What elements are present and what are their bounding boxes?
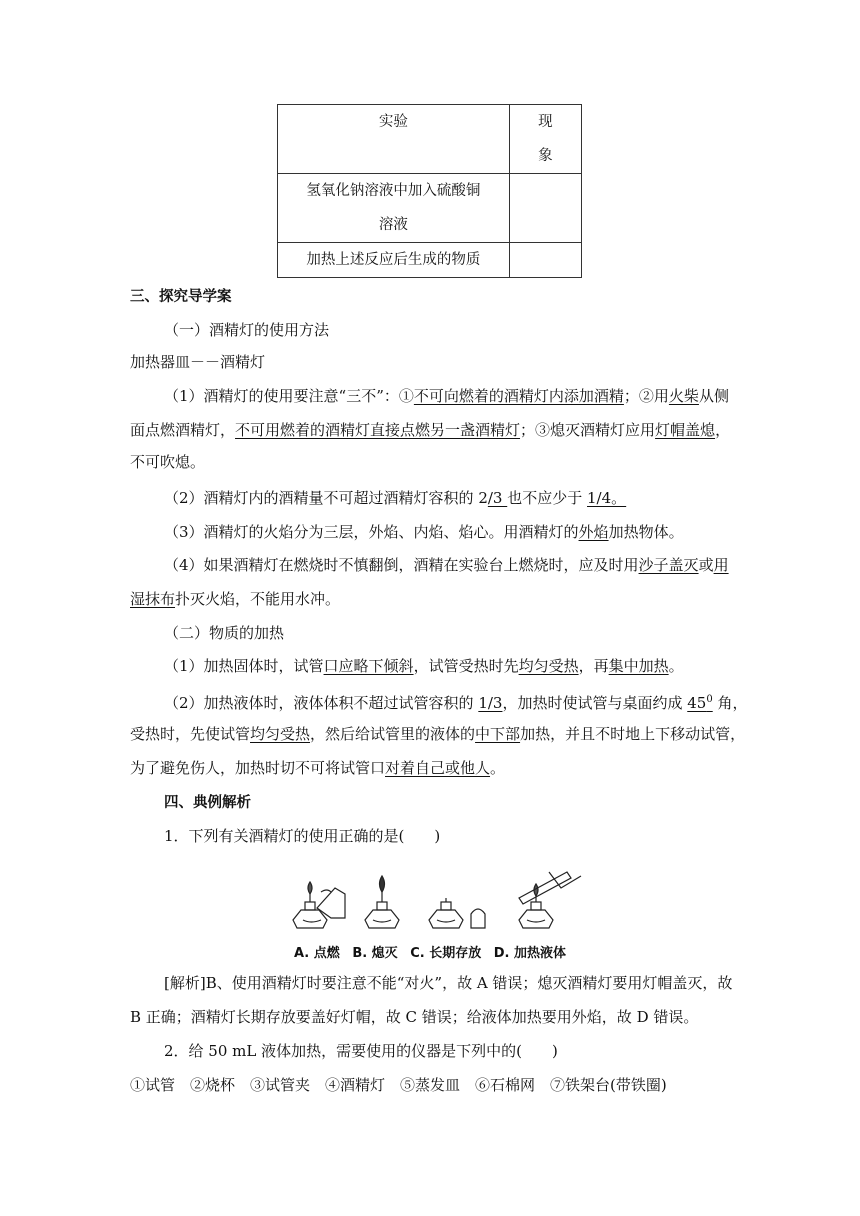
- para1-line3: 不可吹熄。: [130, 453, 206, 471]
- text: ，加热时使试管与桌面约成: [502, 694, 688, 712]
- table-header-row: [278, 105, 582, 174]
- caption-c: C. 长期存放: [410, 946, 482, 961]
- text: ，试管受热时先: [413, 657, 519, 675]
- heating-para2-line3: [130, 756, 730, 780]
- text: （4）如果酒精灯在燃烧时不慎翻倒，酒精在实验台上燃烧时，应及时用: [164, 556, 639, 574]
- lamp-b-icon: [365, 876, 399, 928]
- underlined-answer: /3: [487, 489, 508, 507]
- row2-experiment: 加热上述反应后生成的物质: [278, 243, 510, 278]
- example2-options: ①试管 ②烧杯 ③试管夹 ④酒精灯 ⑤蒸发皿 ⑥石棉网 ⑦铁架台(带铁圈): [130, 1076, 667, 1094]
- row2-phenomenon-cell: [509, 243, 581, 278]
- text: 受热时，先使试管: [130, 725, 251, 743]
- superscript: 0: [706, 694, 713, 705]
- section4-title: 四、典例解析: [164, 795, 251, 811]
- underlined-answer: 湿抹布: [130, 590, 176, 608]
- heating-para1: [164, 654, 764, 678]
- example2-question: 2．给 50 mL 液体加热，需要使用的仪器是下列中的( ): [164, 1042, 558, 1060]
- text: ，再: [578, 657, 609, 675]
- underlined-answer: 沙子盖灭: [638, 556, 699, 574]
- caption-b: B. 熄灭: [352, 946, 398, 961]
- row1-phenomenon-cell: [509, 174, 581, 243]
- caption-a: A. 点燃: [294, 946, 340, 961]
- header-phenomenon-line2: 象: [538, 148, 553, 164]
- text: ，: [715, 421, 731, 439]
- figure-caption: [294, 942, 574, 961]
- example1-answer-line1: [解析]B、使用酒精灯时要注意不能“对火”，故 A 错误；熄灭酒精灯要用灯帽盖灭，故: [164, 974, 733, 992]
- text: （2）加热液体时，液体体积不超过试管容积的: [164, 694, 479, 712]
- underlined-answer: 用: [713, 556, 729, 574]
- text: 为了避免伤人，加热时切不可将试管口: [130, 759, 386, 777]
- example1-question: 1．下列有关酒精灯的使用正确的是( ): [164, 827, 441, 845]
- text: 扑灭火焰，不能用水冲。: [175, 590, 341, 608]
- section3-title: 三、探究导学案: [130, 289, 232, 305]
- underlined-answer: 火柴: [668, 387, 699, 405]
- text: 角，: [712, 694, 748, 712]
- underlined-answer: 不可向燃着的酒精灯内添加酒精: [413, 387, 624, 405]
- row1-experiment: [278, 174, 510, 243]
- underlined-answer: 1/4。: [587, 489, 627, 507]
- underlined-answer: [687, 694, 712, 712]
- text: 从侧: [698, 387, 729, 405]
- underlined-answer: 口应略下倾斜: [323, 657, 414, 675]
- text: 加热物体。: [608, 523, 684, 541]
- para3: [164, 520, 764, 544]
- experiment-table: [277, 104, 582, 278]
- header-experiment: 实验: [278, 105, 510, 174]
- lamp-d-icon: [519, 872, 581, 928]
- text: （2）酒精灯内的酒精量不可超过酒精灯容积的 2: [164, 489, 488, 507]
- para1-line1: [164, 384, 764, 408]
- section3-device: 加热器皿－－酒精灯: [130, 353, 266, 371]
- text: 面点燃酒精灯，: [130, 421, 236, 439]
- underlined-answer: 1/3: [478, 694, 503, 712]
- heating-para2-line2: [130, 722, 746, 746]
- header-phenomenon-line1: 现: [538, 114, 553, 130]
- para1-line2: [130, 418, 730, 442]
- para2: [164, 486, 764, 510]
- text: ；②用: [623, 387, 669, 405]
- text: （3）酒精灯的火焰分为三层，外焰、内焰、焰心。用酒精灯的: [164, 523, 579, 541]
- lamp-c-icon: [429, 898, 485, 928]
- text: 或: [698, 556, 714, 574]
- table-row: [278, 174, 582, 243]
- table-row: [278, 243, 582, 278]
- header-phenomenon: [509, 105, 581, 174]
- underlined-answer: 均匀受热: [518, 657, 579, 675]
- underlined-answer: 灯帽盖熄: [655, 421, 716, 439]
- section3-sub1: （一）酒精灯的使用方法: [164, 321, 330, 339]
- text: 。: [668, 657, 684, 675]
- text: （1）加热固体时，试管: [164, 657, 324, 675]
- section3-sub2: （二）物质的加热: [164, 624, 285, 642]
- text: 。: [490, 759, 506, 777]
- underlined-answer: 集中加热: [608, 657, 669, 675]
- underlined-answer: 中下部: [475, 725, 521, 743]
- underlined-answer: 外焰: [578, 523, 609, 541]
- text: 也不应少于: [507, 489, 588, 507]
- text: ；③熄灭酒精灯应用: [520, 421, 656, 439]
- underlined-answer: 对着自己或他人: [385, 759, 491, 777]
- row1-line1: 氢氧化钠溶液中加入硫酸铜: [306, 183, 481, 199]
- caption-d: D. 加热液体: [493, 946, 567, 961]
- heating-para2-line1: [164, 688, 764, 715]
- para4-line2: [130, 587, 730, 611]
- example1-answer-line2: B 正确；酒精灯长期存放要盖好灯帽，故 C 错误；给液体加热要用外焰，故 D 错误。: [130, 1008, 699, 1026]
- underlined-answer: 均匀受热: [250, 725, 311, 743]
- text: 45: [687, 694, 707, 712]
- text: （1）酒精灯的使用要注意“三不”：①: [164, 387, 414, 405]
- lamp-a-icon: [293, 882, 345, 928]
- text: ，然后给试管里的液体的: [310, 725, 476, 743]
- row1-line2: 溶液: [378, 217, 408, 233]
- para4-line1: [164, 553, 764, 577]
- text: 加热，并且不时地上下移动试管，: [520, 725, 746, 743]
- underlined-answer: 不可用燃着的酒精灯直接点燃另一盏酒精灯: [235, 421, 521, 439]
- alcohol-lamp-figure: [283, 868, 583, 934]
